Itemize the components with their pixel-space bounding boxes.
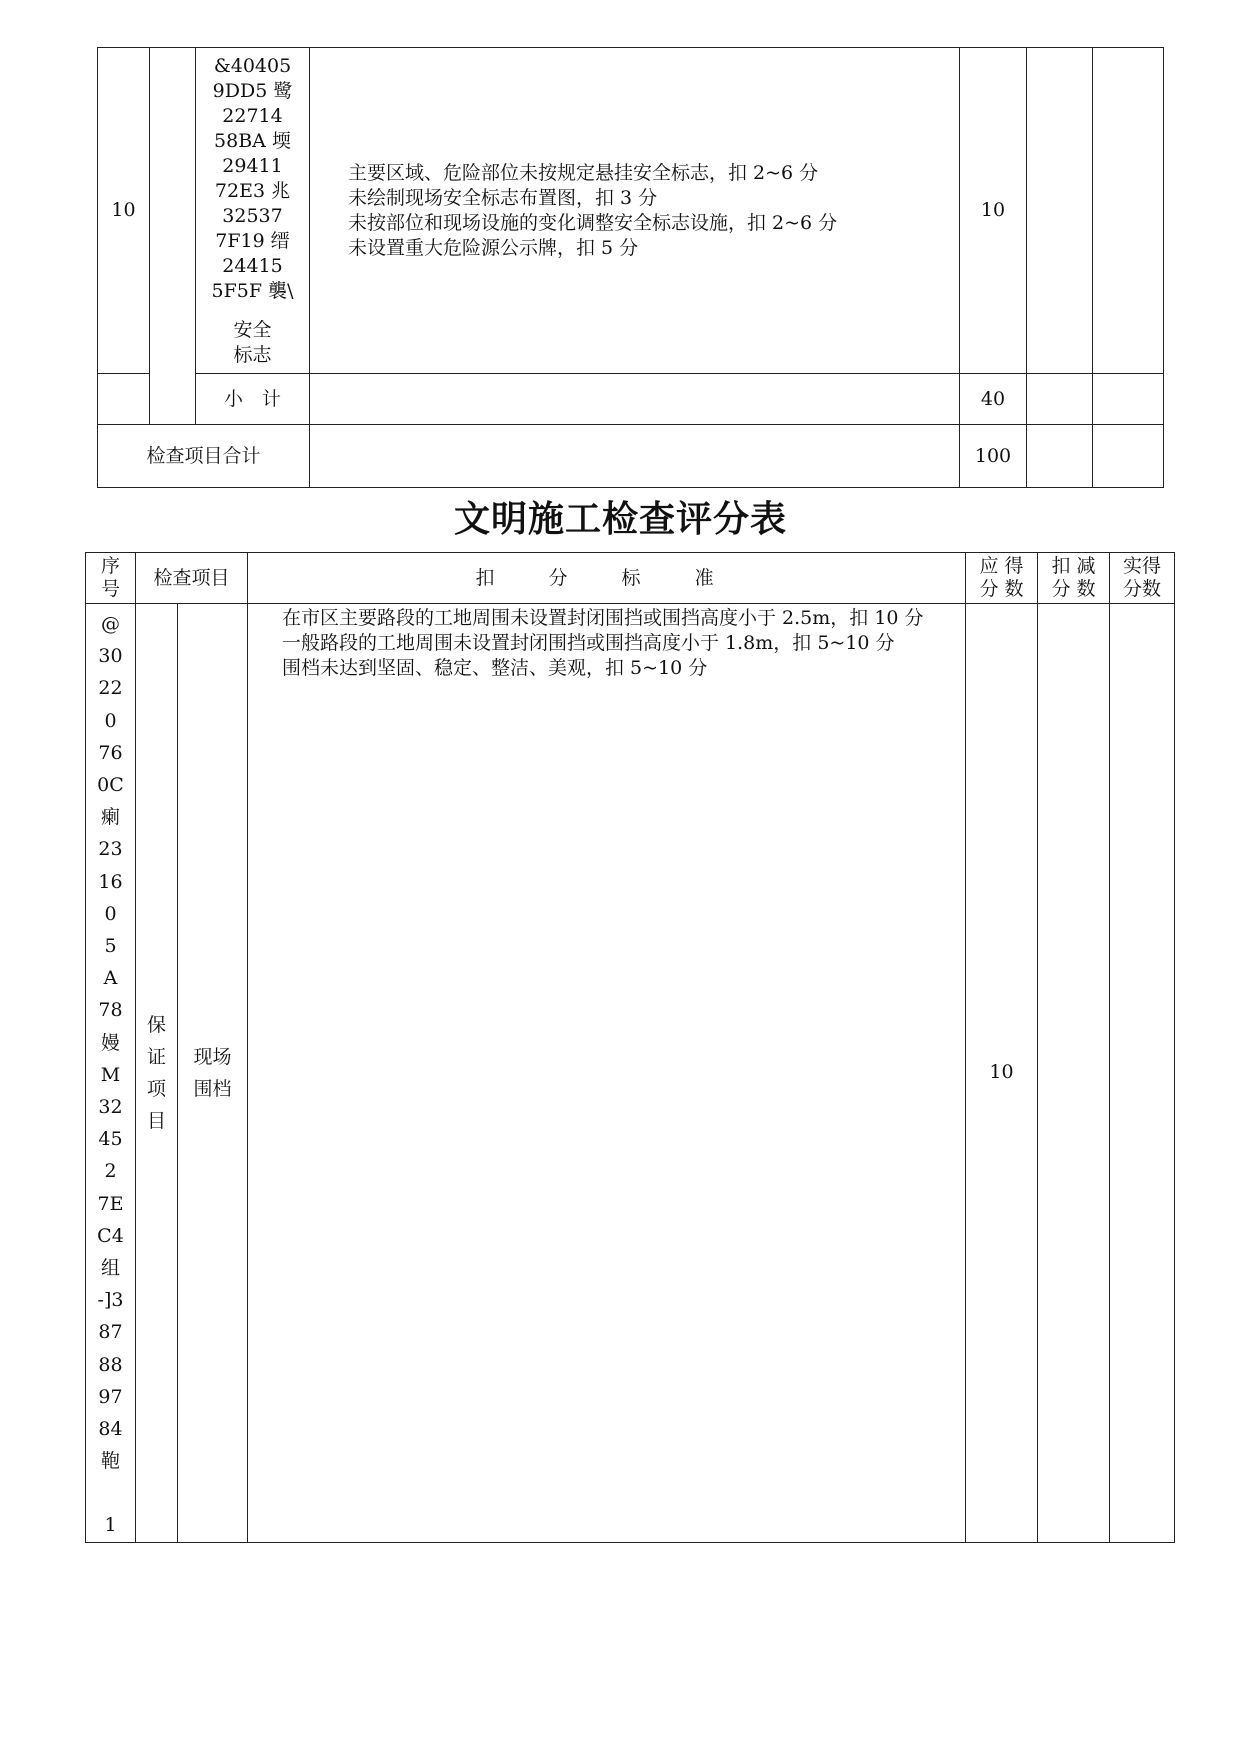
actual-score — [1110, 604, 1175, 1543]
total-label: 检查项目合计 — [98, 425, 310, 488]
seq-code-line: 45 — [98, 1128, 123, 1151]
actual-score — [1093, 48, 1164, 374]
item-label: 安全 标志 — [233, 318, 272, 366]
subtotal-label: 小 计 — [196, 374, 310, 425]
seq-code-line: A — [103, 967, 118, 990]
seq-code-line: 16 — [98, 870, 123, 893]
seq-number: 1 — [104, 1514, 117, 1537]
seq-code-line: -]3 — [97, 1289, 124, 1312]
row-number — [86, 604, 136, 1543]
due-score: 10 — [960, 48, 1027, 374]
item-code-text: &40405 9DD5 鹭 22714 58BA 堧 29411 72E3 兆 32537 7F19 缙 24415 5F5F 襲\ — [211, 54, 294, 302]
actual-score — [1093, 374, 1164, 425]
row-number: 10 — [98, 48, 150, 374]
page-title: 文明施工检查评分表 — [453, 499, 787, 540]
header-criteria: 扣 分 标 准 — [248, 553, 966, 604]
deduction-criteria: 在市区主要路段的工地周围未设置封闭围挡或围挡高度小于 2.5m，扣 10 分 一般路段的工地周围未设置封闭围挡或围挡高度小于 1.8m，扣 5~10 分 围档未达到坚固、稳定、整洁、美观，扣 5~10 分 — [248, 604, 966, 1543]
deducted-score — [1027, 425, 1093, 488]
table-header-row — [86, 553, 1175, 604]
category-cell: 保 证 项 目 — [136, 604, 178, 1543]
deducted-score — [1038, 604, 1110, 1543]
deducted-score — [1027, 48, 1093, 374]
header-due-score: 应 得 分 数 — [966, 553, 1038, 604]
seq-code-line: M — [100, 1063, 121, 1086]
seq-code-line: 78 — [98, 999, 123, 1022]
seq-code-line: 0 — [104, 902, 117, 925]
seq-code-line: 7E — [97, 1192, 124, 1215]
header-deducted-score: 扣 减 分 数 — [1038, 553, 1110, 604]
seq-code-line: 84 — [98, 1418, 123, 1441]
deduction-criteria: 主要区域、危险部位未按规定悬挂安全标志，扣 2~6 分 未绘制现场安全标志布置图，扣 3 分 未按部位和现场设施的变化调整安全标志设施，扣 2~6 分 未设置重大危险源公示牌，扣 5 分 — [310, 48, 960, 374]
deducted-score — [1027, 374, 1093, 425]
seq-code-line: 0 — [104, 709, 117, 732]
total-score: 100 — [960, 425, 1027, 488]
seq-code-line: C4 — [97, 1224, 124, 1247]
criteria-empty — [310, 374, 960, 425]
seq-code-line: 32 — [98, 1096, 123, 1119]
civilized-construction-table — [85, 552, 1175, 1543]
row-number — [98, 374, 150, 425]
header-actual-score: 实得 分数 — [1110, 553, 1175, 604]
table-row — [86, 604, 1175, 1543]
subtotal-row — [98, 374, 1164, 425]
seq-code-line: 0C — [97, 774, 124, 797]
seq-code-line: 嫚 — [100, 1031, 120, 1054]
criteria-empty — [310, 425, 960, 488]
seq-code-line: 组 — [100, 1257, 120, 1280]
seq-code-line: @ — [101, 613, 120, 635]
seq-code-line: 23 — [98, 838, 123, 861]
seq-code-line: 5 — [104, 935, 117, 958]
table-row — [98, 48, 1164, 374]
item-name-cell — [196, 48, 310, 374]
seq-code-line: 22 — [98, 677, 123, 700]
due-score: 10 — [966, 604, 1038, 1543]
seq-code-line: 2 — [104, 1160, 117, 1183]
seq-code-text — [86, 608, 135, 1477]
safety-sign-table — [97, 47, 1164, 488]
seq-code-line: 瘌 — [100, 806, 120, 829]
seq-code-line: 76 — [98, 741, 123, 764]
seq-code-line: 鞄 — [100, 1450, 120, 1473]
category-cell — [150, 48, 196, 425]
seq-code-line: 88 — [98, 1353, 123, 1376]
item-name-cell: 现场 围档 — [178, 604, 248, 1543]
seq-code-line: 87 — [98, 1321, 123, 1344]
seq-code-line: 97 — [98, 1385, 123, 1408]
seq-code-line: 30 — [98, 645, 123, 668]
total-row — [98, 425, 1164, 488]
subtotal-score: 40 — [960, 374, 1027, 425]
header-seq: 序 号 — [86, 553, 136, 604]
header-item: 检查项目 — [136, 553, 248, 604]
actual-score — [1093, 425, 1164, 488]
